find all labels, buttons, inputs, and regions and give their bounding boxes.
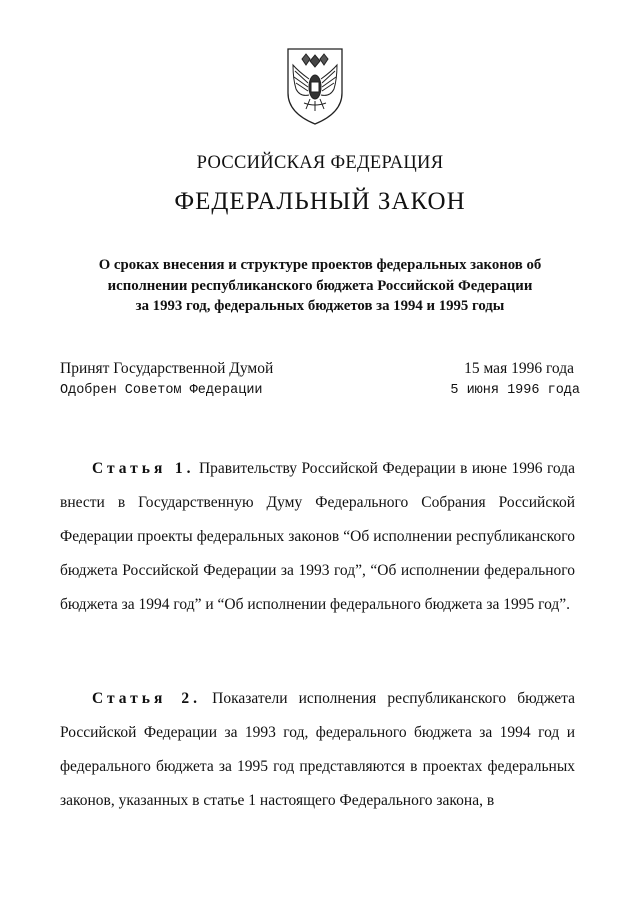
article-label: Статья 1. <box>92 460 195 477</box>
duma-adoption-label: Принят Государственной Думой <box>60 360 274 377</box>
article-1 <box>60 452 575 622</box>
article-text: Показатели исполнения республиканского бюджета Российской Федерации за 1993 год, федерального бюджета за 1994 год и федерального бюджета за 1995 год представляются в проектах федеральных законов, указанных в статье 1 настоящего Федерального закона, в <box>60 690 576 809</box>
article-text: Правительству Российской Федерации в июне 1996 года внести в Государственную Думу Федерального Собрания Российской Федерации проекты федеральных законов “Об исполнении республиканского бюджета Российской Федерации за 1993 год”, “Об исполнении федерального бюджета за 1994 год” и “Об исполнении федерального бюджета за 1995 год”. <box>60 460 576 613</box>
article-2 <box>60 682 575 818</box>
council-approval-date: 5 июня 1996 года <box>450 383 580 398</box>
law-title-line: исполнении республиканского бюджета Российской Федерации <box>107 277 533 294</box>
article-label: Статья 2. <box>92 690 202 707</box>
document-type-heading: ФЕДЕРАЛЬНЫЙ ЗАКОН <box>174 188 466 215</box>
country-heading: РОССИЙСКАЯ ФЕДЕРАЦИЯ <box>196 153 444 173</box>
law-title-line: О сроках внесения и структуре проектов федеральных законов об <box>98 257 542 273</box>
duma-adoption-row <box>60 360 580 378</box>
duma-adoption-date: 15 мая 1996 года <box>464 360 574 377</box>
law-title-line: за 1993 год, федеральных бюджетов за 1994 и 1995 годы <box>135 298 505 314</box>
law-title <box>70 255 570 317</box>
council-approval-row <box>60 383 580 398</box>
coat-of-arms-icon <box>284 45 346 127</box>
council-approval-label: Одобрен Советом Федерации <box>60 383 263 398</box>
